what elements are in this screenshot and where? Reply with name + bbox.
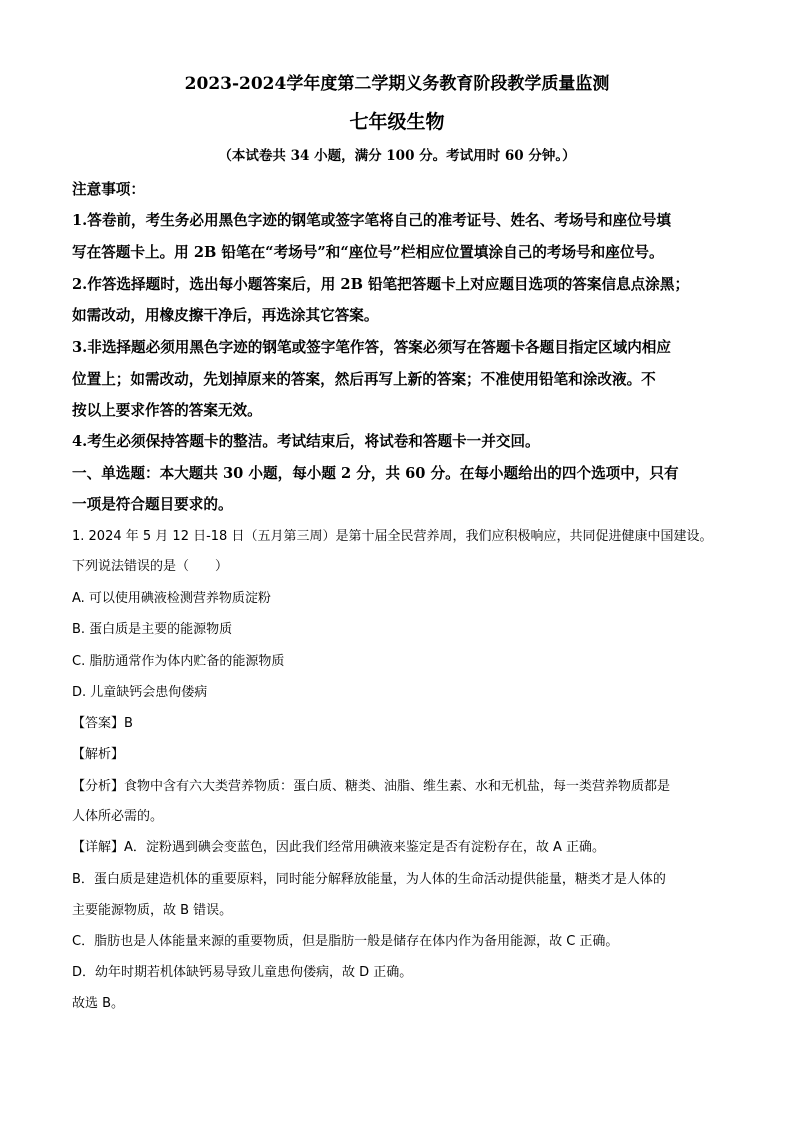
detail-line: 【详解】A．淀粉遇到碘会变蓝色，因此我们经常用碘液来鉴定是否有淀粉存在，故 A 正确。 xyxy=(72,840,606,855)
option-d: D. 儿童缺钙会患佝偻病 xyxy=(72,685,208,700)
notice-line: 3.非选择题必须用黑色字迹的钢笔或签字笔作答，答案必须写在答题卡各题目指定区域内相应 xyxy=(72,339,671,356)
notice-line: 写在答题卡上。用 2B 铅笔在“考场号”和“座位号”栏相应位置填涂自己的考场号和座位号。 xyxy=(72,244,664,261)
exam-subtitle: 七年级生物 xyxy=(349,111,445,133)
detail-line: C．脂肪也是人体能量来源的重要物质，但是脂肪一般是储存在体内作为备用能源，故 C 正确。 xyxy=(72,934,619,949)
detail-line: 主要能源物质，故 B 错误。 xyxy=(72,903,233,918)
option-a: A. 可以使用碘液检测营养物质淀粉 xyxy=(72,591,271,606)
exam-info: （本试卷共 34 小题，满分 100 分。考试用时 60 分钟。） xyxy=(218,148,576,164)
analysis-line: 人体所必需的。 xyxy=(72,809,164,824)
option-c: C. 脂肪通常作为体内贮备的能源物质 xyxy=(72,654,285,669)
detail-line: 故选 B。 xyxy=(72,996,125,1011)
detail-line: D．幼年时期若机体缺钙易导致儿童患佝偻病，故 D 正确。 xyxy=(72,965,413,980)
analysis-label: 【解析】 xyxy=(72,747,125,762)
notice-line: 按以上要求作答的答案无效。 xyxy=(72,402,262,419)
notice-line: 2.作答选择题时，选出每小题答案后，用 2B 铅笔把答题卡上对应题目选项的答案信息点涂黑； xyxy=(72,276,690,293)
question-stem: 1. 2024 年 5 月 12 日-18 日（五月第三周）是第十届全民营养周，我们应积极响应，共同促进健康中国建设。 xyxy=(72,529,713,544)
exam-title: 2023-2024学年度第二学期义务教育阶段教学质量监测 xyxy=(184,74,610,94)
answer-label: 【答案】B xyxy=(72,716,133,731)
notice-line: 1.答卷前，考生务必用黑色字迹的钢笔或签字笔将自己的准考证号、姓名、考场号和座位号填 xyxy=(72,212,671,229)
notice-line: 如需改动，用橡皮擦干净后，再选涂其它答案。 xyxy=(72,307,379,324)
option-b: B. 蛋白质是主要的能源物质 xyxy=(72,622,233,637)
section-heading: 一项是符合题目要求的。 xyxy=(72,496,233,513)
notice-line: 4.考生必须保持答题卡的整洁。考试结束后，将试卷和答题卡一并交回。 xyxy=(72,433,540,450)
detail-line: B．蛋白质是建造机体的重要原料，同时能分解释放能量，为人体的生命活动提供能量，糖类才是人体的 xyxy=(72,872,666,887)
question-stem: 下列说法错误的是（ ） xyxy=(72,559,229,574)
section-heading: 一、单选题：本大题共 30 小题，每小题 2 分，共 60 分。在每小题给出的四个选项中，只有 xyxy=(72,465,679,482)
notice-heading: 注意事项： xyxy=(72,181,145,198)
analysis-line: 【分析】食物中含有六大类营养物质：蛋白质、糖类、油脂、维生素、水和无机盐，每一类营养物质都是 xyxy=(72,779,671,794)
notice-line: 位置上；如需改动，先划掉原来的答案，然后再写上新的答案；不准使用铅笔和涂改液。不 xyxy=(72,371,656,388)
